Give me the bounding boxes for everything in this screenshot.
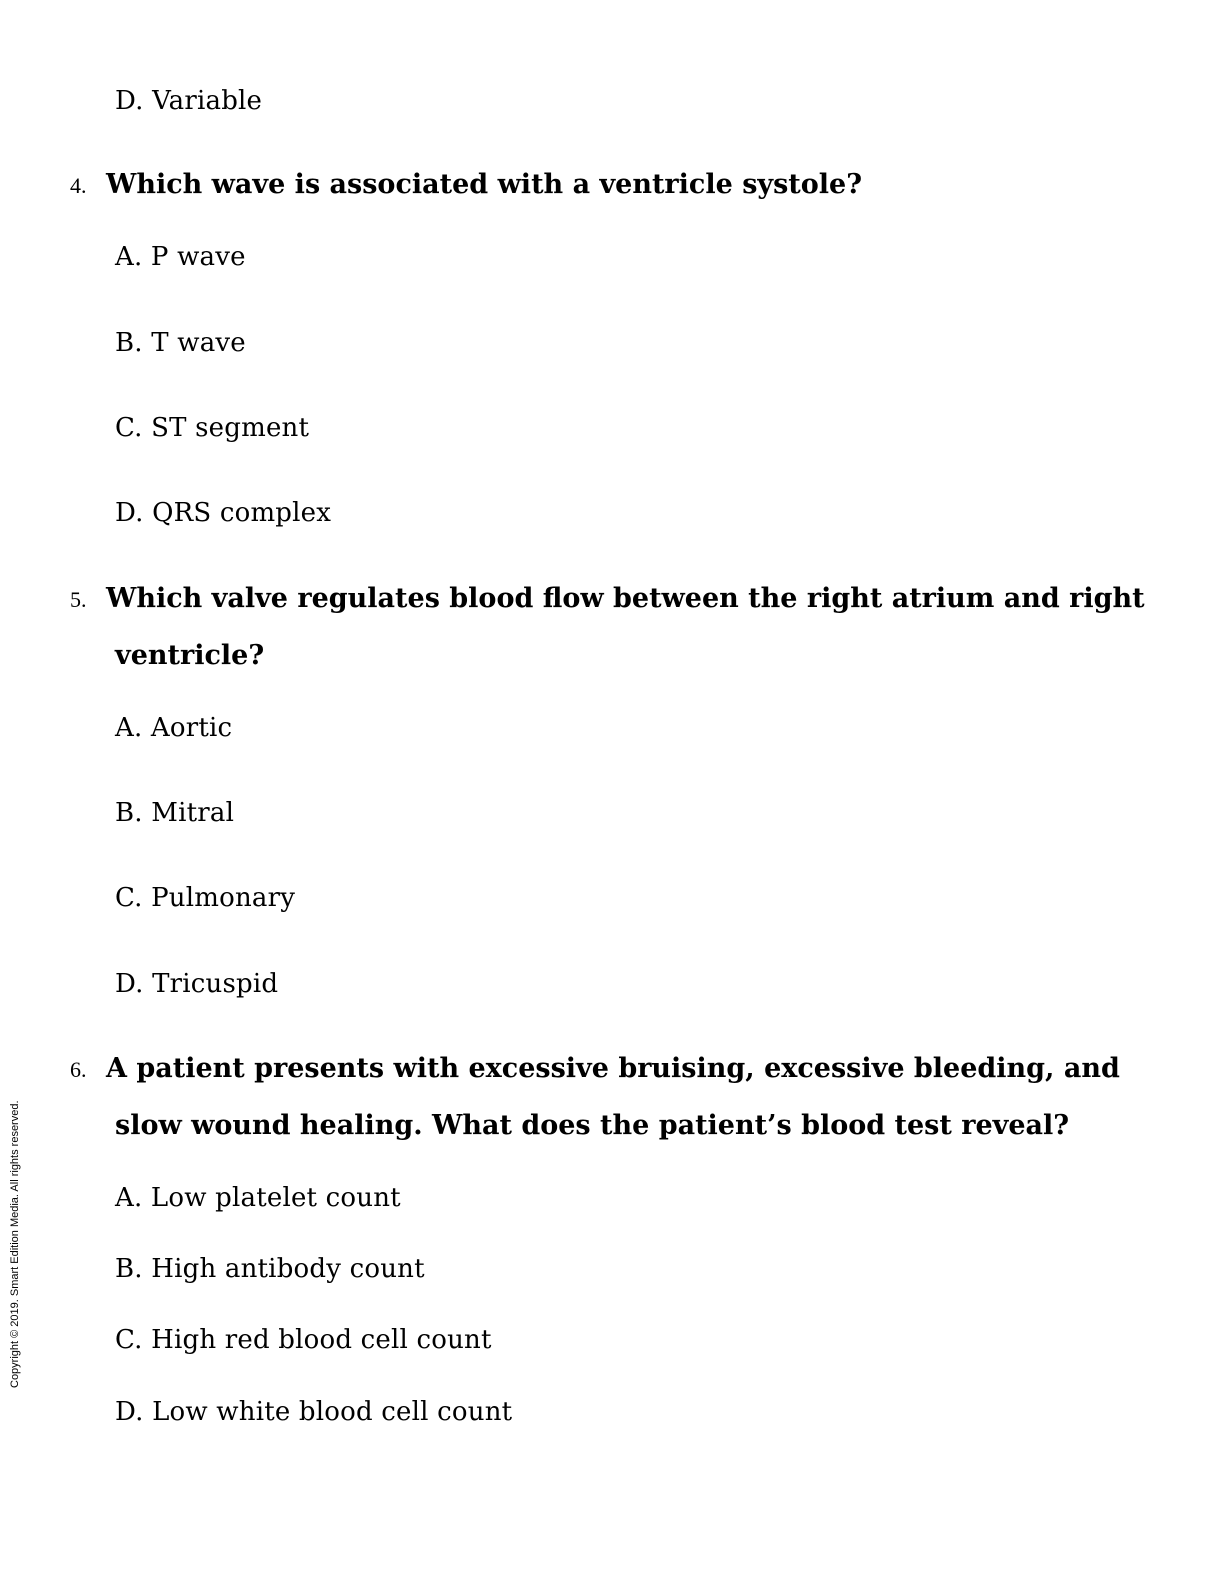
option-text: High red blood cell count — [151, 1325, 492, 1355]
option-letter: D. — [115, 86, 144, 116]
option-item — [115, 1324, 492, 1356]
question-text-continued: slow wound healing. What does the patient’s blood test reveal? — [115, 1110, 1070, 1141]
option-item — [115, 241, 246, 273]
question-5 — [70, 583, 1145, 616]
option-letter: C. — [115, 883, 143, 913]
option-text: Mitral — [151, 798, 235, 828]
option-letter: A. — [115, 1183, 143, 1213]
option-item — [115, 882, 295, 914]
question-text: Which valve regulates blood flow between the right atrium and right — [106, 583, 1145, 614]
option-text: QRS complex — [152, 498, 332, 528]
question-text-continued: ventricle? — [115, 640, 265, 671]
option-item — [115, 797, 234, 829]
option-text: High antibody count — [151, 1254, 425, 1284]
option-letter: B. — [115, 798, 143, 828]
option-item — [115, 497, 331, 529]
option-text: Low white blood cell count — [152, 1397, 513, 1427]
option-item — [115, 412, 309, 444]
option-text: Tricuspid — [152, 969, 279, 999]
option-text: Aortic — [150, 713, 233, 743]
question-6 — [70, 1053, 1120, 1086]
option-text: Low platelet count — [150, 1183, 401, 1213]
option-item — [115, 85, 262, 117]
option-item — [115, 1396, 512, 1428]
option-item — [115, 1182, 401, 1214]
option-letter: A. — [115, 713, 143, 743]
option-letter: C. — [115, 1325, 143, 1355]
option-text: ST segment — [151, 413, 310, 443]
question-number: 6. — [70, 1057, 87, 1082]
question-4 — [70, 169, 862, 202]
question-number: 5. — [70, 587, 87, 612]
option-text: Pulmonary — [151, 883, 296, 913]
option-letter: C. — [115, 413, 143, 443]
question-number: 4. — [70, 173, 87, 198]
copyright-notice: Copyright © 2019. Smart Edition Media. All rights reserved. — [9, 1100, 21, 1388]
option-text: Variable — [152, 86, 263, 116]
option-letter: D. — [115, 498, 144, 528]
option-item — [115, 968, 278, 1000]
option-item — [115, 1253, 425, 1285]
option-letter: D. — [115, 1397, 144, 1427]
option-letter: A. — [115, 242, 143, 272]
option-letter: B. — [115, 1254, 143, 1284]
question-text: Which wave is associated with a ventricle systole? — [106, 169, 863, 200]
question-text: A patient presents with excessive bruising, excessive bleeding, and — [106, 1053, 1120, 1084]
option-text: P wave — [150, 242, 246, 272]
option-item — [115, 327, 246, 359]
option-text: T wave — [151, 328, 246, 358]
option-letter: B. — [115, 328, 143, 358]
option-item — [115, 712, 232, 744]
option-letter: D. — [115, 969, 144, 999]
